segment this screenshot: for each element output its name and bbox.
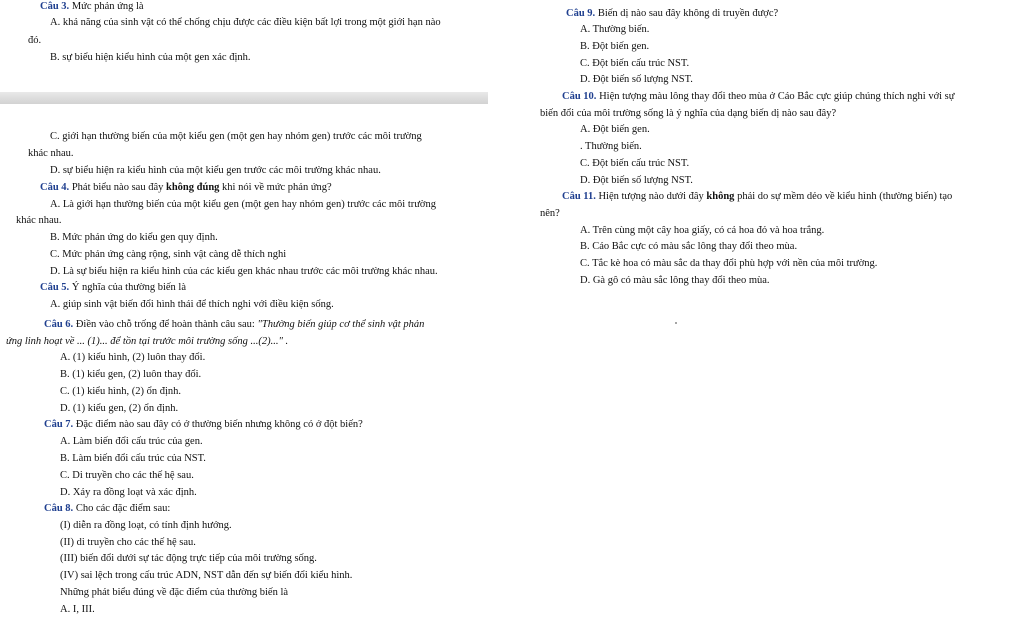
q4-option-c: C. Mức phản ứng càng rộng, sinh vật càng dễ thích nghi xyxy=(50,249,287,260)
page-break-band xyxy=(0,92,488,104)
q3-option-c: C. giới hạn thường biến của một kiểu gen (một gen hay nhóm gen) trước các môi trường xyxy=(50,131,422,142)
q10-option-a: A. Đột biến gen. xyxy=(580,124,650,135)
q5-stem: Câu 5. Ý nghĩa của thường biến là xyxy=(40,282,186,293)
q7-stem: Câu 7. Đặc điểm nào sau đây có ở thường biến nhưng không có ở đột biến? xyxy=(44,419,363,430)
q6-option-a: A. (1) kiểu hình, (2) luôn thay đổi. xyxy=(60,352,206,363)
q6-option-b: B. (1) kiểu gen, (2) luôn thay đổi. xyxy=(60,369,202,380)
q8-stem: Câu 8. Cho các đặc điểm sau: xyxy=(44,503,171,514)
q7-option-a: A. Làm biến đổi cấu trúc của gen. xyxy=(60,436,203,447)
q7-option-d: D. Xảy ra đồng loạt và xác định. xyxy=(60,487,197,498)
q3-option-a: A. khả năng của sinh vật có thể chống chịu được các điều kiện bất lợi trong một giới hạn nào xyxy=(50,17,441,28)
q11-option-d: D. Gà gô có màu sắc lông thay đổi theo mùa. xyxy=(580,275,770,286)
q9-stem: Câu 9. Biến dị nào sau đây không di truyền được? xyxy=(566,8,779,19)
q4-option-a: A. Là giới hạn thường biến của một kiểu gen (một gen hay nhóm gen) trước các môi trường xyxy=(50,199,436,210)
q8-statement-4: (IV) sai lệch trong cấu trúc ADN, NST dẫn đến sự biến đổi kiểu hình. xyxy=(60,570,353,581)
q11-option-b: B. Cáo Bắc cực có màu sắc lông thay đổi theo mùa. xyxy=(580,241,798,252)
q6-stem: Câu 6. Điền vào chỗ trống để hoàn thành câu sau: "Thường biến giúp cơ thể sinh vật phản xyxy=(44,319,425,330)
q6-option-d: D. (1) kiểu gen, (2) ổn định. xyxy=(60,403,179,414)
q6-option-c: C. (1) kiểu hình, (2) ổn định. xyxy=(60,386,182,397)
q8-statement-3: (III) biến đổi dưới sự tác động trực tiếp của môi trường sống. xyxy=(60,553,317,564)
q4-option-b: B. Mức phản ứng do kiểu gen quy định. xyxy=(50,232,218,243)
q8-statement-1: (I) diễn ra đồng loạt, có tính định hướng. xyxy=(60,520,232,531)
q11-option-c: C. Tắc kè hoa có màu sắc da thay đổi phù hợp với nền của môi trường. xyxy=(580,258,878,269)
q10-option-c: C. Đột biến cấu trúc NST. xyxy=(580,158,690,169)
q6-stem-cont: ứng linh hoạt về ... (1)... để tồn tại trước môi trường sống ...(2)..." . xyxy=(6,336,289,347)
q10-option-b: . Thường biến. xyxy=(580,141,642,152)
q10-stem: Câu 10. Hiện tượng màu lông thay đổi theo mùa ở Cáo Bắc cực giúp chúng thích nghi với sự xyxy=(562,91,955,102)
q3-option-c-cont: khác nhau. xyxy=(28,148,74,159)
q9-option-d: D. Đột biến số lượng NST. xyxy=(580,74,693,85)
q8-prompt: Những phát biểu đúng về đặc điểm của thường biến là xyxy=(60,587,289,598)
q9-option-a: A. Thường biến. xyxy=(580,24,650,35)
q3-option-a-cont: đó. xyxy=(28,35,42,46)
q3-stem: Câu 3. Mức phản ứng là xyxy=(40,1,144,12)
q8-statement-2: (II) di truyền cho các thế hệ sau. xyxy=(60,537,196,548)
q7-option-c: C. Di truyền cho các thế hệ sau. xyxy=(60,470,194,481)
q9-option-c: C. Đột biến cấu trúc NST. xyxy=(580,58,690,69)
q4-option-d: D. Là sự biểu hiện ra kiểu hình của các kiểu gen khác nhau trước các môi trường khác nhau. xyxy=(50,266,438,277)
q3-option-d: D. sự biểu hiện ra kiểu hình của một kiểu gen trước các môi trường khác nhau. xyxy=(50,165,381,176)
q5-option-a: A. giúp sinh vật biến đổi hình thái để thích nghi với điều kiện sống. xyxy=(50,299,334,310)
q11-stem-cont: nên? xyxy=(540,208,560,219)
q3-option-b: B. sự biểu hiện kiểu hình của một gen xác định. xyxy=(50,52,251,63)
q10-stem-cont: biến đổi của môi trường sống là ý nghĩa của dạng biến dị nào sau đây? xyxy=(540,108,837,119)
q9-option-b: B. Đột biến gen. xyxy=(580,41,650,52)
q4-option-a-cont: khác nhau. xyxy=(16,215,62,226)
speck xyxy=(675,322,677,324)
q11-stem: Câu 11. Hiện tượng nào dưới đây không phải do sự mềm dẻo về kiểu hình (thường biến) tạo xyxy=(562,191,953,202)
q4-stem: Câu 4. Phát biểu nào sau đây không đúng khi nói về mức phản ứng? xyxy=(40,182,332,193)
q8-option-a: A. I, III. xyxy=(60,604,95,615)
q10-option-d: D. Đột biến số lượng NST. xyxy=(580,175,693,186)
q11-option-a: A. Trên cùng một cây hoa giấy, có cả hoa đỏ và hoa trắng. xyxy=(580,225,825,236)
q7-option-b: B. Làm biến đổi cấu trúc của NST. xyxy=(60,453,206,464)
